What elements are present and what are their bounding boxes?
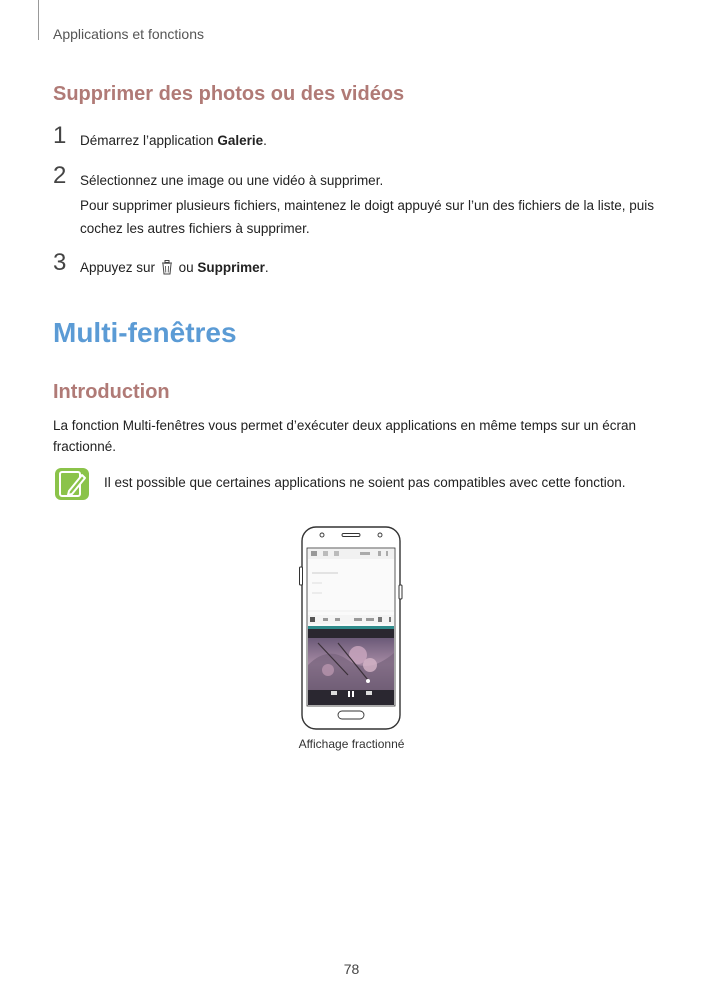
note-text: Il est possible que certaines applications ne soient pas compatibles avec cette fonction. [104, 475, 626, 490]
figure-caption: Affichage fractionné [298, 737, 405, 751]
step-number: 1 [53, 122, 67, 149]
page-number: 78 [343, 961, 360, 977]
subsection-title: Introduction [53, 381, 170, 403]
step-text: Appuyez sur ou Supprimer. [80, 260, 269, 275]
step-detail: Pour supprimer plusieurs fichiers, maintenez le doigt appuyé sur l’un des fichiers de la liste, puis cochez les autres fichiers à supprimer. [80, 198, 655, 236]
chapter-title: Multi-fenêtres [53, 317, 237, 348]
header-rule [38, 0, 39, 40]
section-title: Supprimer des photos ou des vidéos [53, 83, 405, 105]
step-number: 2 [53, 162, 67, 189]
phone-illustration [298, 525, 404, 731]
running-header: Applications et fonctions [53, 26, 204, 42]
trash-icon [161, 260, 173, 275]
step-text: Sélectionnez une image ou une vidéo à supprimer. Pour supprimer plusieurs fichiers, maintenez le doigt appuyé sur l’un des fichiers de la liste, puis cochez les autres fichiers à supprimer. [80, 169, 670, 240]
intro-paragraph: La fonction Multi-fenêtres vous permet d’exécuter deux applications en même temps sur un écran fractionné. [53, 418, 637, 454]
step-number: 3 [53, 249, 67, 276]
step-text: Démarrez l’application Galerie. [80, 133, 267, 148]
pencil-note-icon [54, 467, 90, 501]
